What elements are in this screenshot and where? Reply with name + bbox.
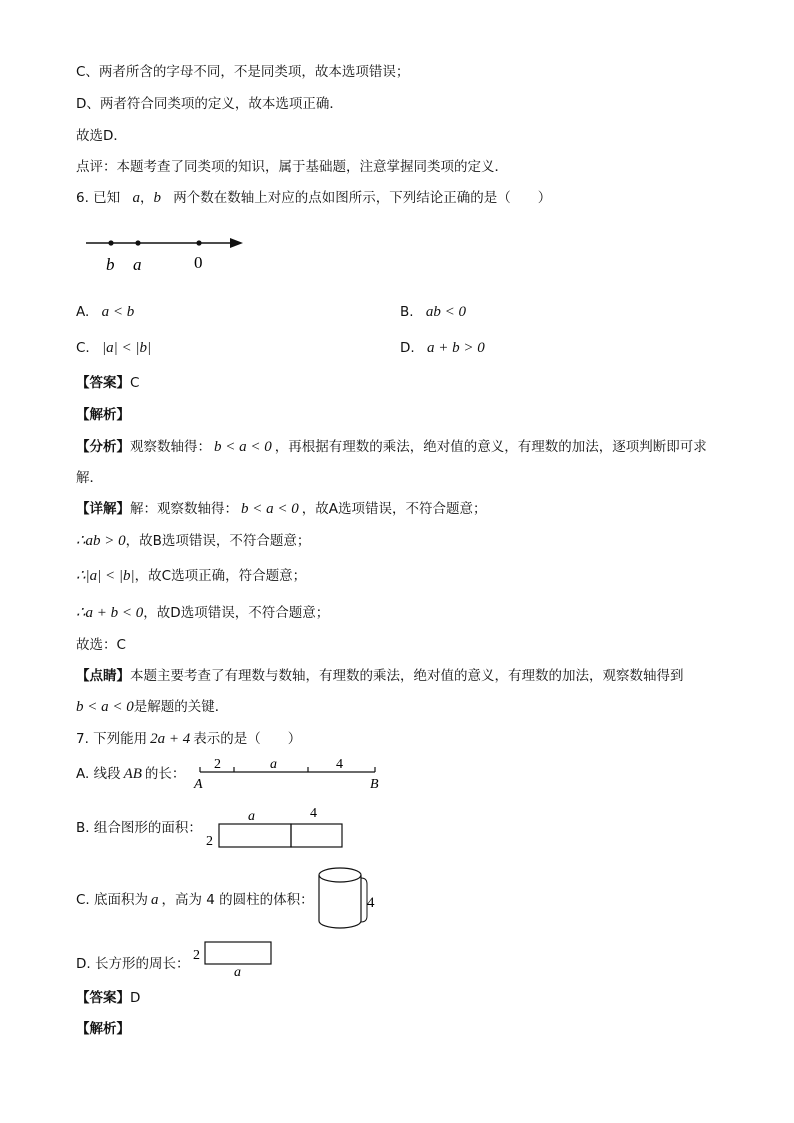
detail-pre: 解：观察数轴得： — [130, 501, 238, 517]
detail-tag: 【详解】 — [76, 501, 130, 517]
q6-step-1 — [76, 532, 310, 550]
number-line-arrow — [230, 238, 243, 248]
cylinder-figure — [315, 864, 385, 936]
q7-stem-pre: 7. 下列能用 — [76, 731, 148, 747]
segment-label-2: 2 — [214, 757, 221, 772]
step2-post: ，故C选项正确，符合题意； — [134, 568, 307, 584]
rectangle-figure — [190, 938, 280, 980]
option-a-math: a < b — [101, 304, 135, 320]
q7-opt-a-var: AB — [123, 766, 142, 782]
point-a — [135, 240, 140, 245]
cylinder-label-4: 4 — [367, 895, 375, 911]
segment-ab-figure — [190, 755, 385, 795]
q7-option-a — [76, 765, 185, 783]
rect-label-a: a — [234, 965, 241, 980]
option-c-math: |a| < |b| — [102, 340, 152, 356]
q6-option-a — [76, 303, 134, 321]
q6-analysis-tag: 【解析】 — [76, 407, 130, 423]
option-a-label: A. — [76, 304, 90, 320]
combined-shape-figure — [200, 800, 350, 852]
segment-label-4: 4 — [336, 757, 343, 772]
point-b — [108, 240, 113, 245]
detail-post: ，故A选项错误，不符合题意； — [301, 501, 487, 517]
label-0: 0 — [194, 253, 203, 272]
fenxi-tag: 【分析】 — [76, 439, 130, 455]
answer-value: C — [130, 375, 140, 391]
q6-stem-pre: 6. 已知 — [76, 190, 121, 206]
q7-option-d: D. 长方形的周长： — [76, 956, 190, 972]
dianjing-tag: 【点睛】 — [76, 668, 130, 684]
q6-dianjing-line2 — [76, 698, 228, 716]
rect-right — [291, 824, 342, 847]
q7-opt-c-pre: C. 底面积为 — [76, 892, 149, 908]
q7-stem-math: 2a + 4 — [150, 731, 191, 747]
q7-opt-a-post: 的长： — [144, 766, 186, 782]
q6-step-2 — [76, 567, 306, 585]
step3-math: ∴a + b < 0 — [76, 605, 144, 621]
combo-label-a: a — [248, 809, 255, 824]
q7-option-b: B. 组合图形的面积： — [76, 820, 202, 836]
option-b-label: B. — [400, 304, 414, 320]
option-d-math: a + b > 0 — [426, 340, 485, 356]
q7-analysis-tag: 【解析】 — [76, 1021, 130, 1037]
q7-stem — [76, 730, 301, 748]
q6-option-c — [76, 339, 151, 357]
q7-answer — [76, 989, 140, 1007]
rect-left — [219, 824, 291, 847]
q7-stem-post: 表示的是（ ） — [193, 731, 302, 747]
prev-option-d-explanation: D、两者符合同类项的定义，故本选项正确． — [76, 96, 343, 112]
point-label-b: B — [370, 777, 379, 792]
label-a: a — [133, 255, 142, 274]
cylinder-top — [319, 868, 361, 882]
fenxi-math: b < a < 0 — [214, 439, 272, 455]
detail-math: b < a < 0 — [241, 501, 299, 517]
step1-math: ∴ab > 0 — [76, 533, 126, 549]
point-0 — [196, 240, 201, 245]
q6-stem — [76, 189, 551, 207]
q6-detail — [76, 500, 487, 518]
q6-choose: 故选：C — [76, 637, 126, 653]
q6-dianjing — [76, 667, 684, 685]
q6-option-d — [400, 339, 485, 357]
step3-post: ，故D选项错误，不符合题意； — [143, 605, 330, 621]
q7-option-c — [76, 891, 314, 909]
q7-answer-tag: 【答案】 — [76, 990, 130, 1006]
q6-stem-post: 两个数在数轴上对应的点如图所示，下列结论正确的是（ ） — [173, 190, 552, 206]
prev-option-c-explanation: C、两者所含的字母不同，不是同类项，故本选项错误； — [76, 64, 410, 80]
step2-math: ∴|a| < |b| — [76, 568, 135, 584]
q6-comma: ， — [139, 190, 154, 206]
q7-opt-c-var: a — [151, 892, 159, 908]
q6-var-b: b — [153, 190, 161, 206]
prev-choice: 故选D． — [76, 128, 127, 144]
q6-var-a: a — [132, 190, 140, 206]
q7-answer-value: D — [130, 990, 141, 1006]
option-c-label: C. — [76, 340, 90, 356]
dianjing-text: 本题主要考查了有理数与数轴，有理数的乘法，绝对值的意义，有理数的加法，观察数轴得到 — [130, 668, 684, 684]
fenxi-post: ，再根据有理数的乘法，绝对值的意义，有理数的加法，逐项判断即可求 — [274, 439, 707, 455]
q7-opt-a-pre: A. 线段 — [76, 766, 121, 782]
rectangle — [205, 942, 271, 964]
cylinder-bottom — [319, 921, 361, 928]
q7-opt-c-post: ，高为 4 的圆柱的体积： — [161, 892, 314, 908]
dianjing-post: 是解题的关键． — [133, 699, 229, 715]
step1-post: ，故B选项错误，不符合题意； — [125, 533, 311, 549]
q6-step-3 — [76, 604, 329, 622]
combo-label-2: 2 — [206, 834, 213, 849]
label-b: b — [106, 255, 115, 274]
q6-option-b — [400, 303, 466, 321]
combo-label-4: 4 — [310, 806, 317, 821]
q6-fenxi — [76, 438, 707, 456]
segment-label-a: a — [270, 757, 277, 772]
prev-comment: 点评：本题考查了同类项的知识，属于基础题，注意掌握同类项的定义． — [76, 159, 508, 175]
option-b-math: ab < 0 — [425, 304, 466, 320]
fenxi-pre: 观察数轴得： — [130, 439, 211, 455]
dianjing-math: b < a < 0 — [76, 699, 134, 715]
rect-label-2: 2 — [193, 948, 200, 963]
answer-tag: 【答案】 — [76, 375, 130, 391]
q6-number-line — [80, 228, 260, 278]
q6-answer — [76, 374, 139, 392]
option-d-label: D. — [400, 340, 415, 356]
q6-fenxi-line2: 解． — [76, 470, 103, 486]
point-label-a: A — [194, 777, 203, 792]
